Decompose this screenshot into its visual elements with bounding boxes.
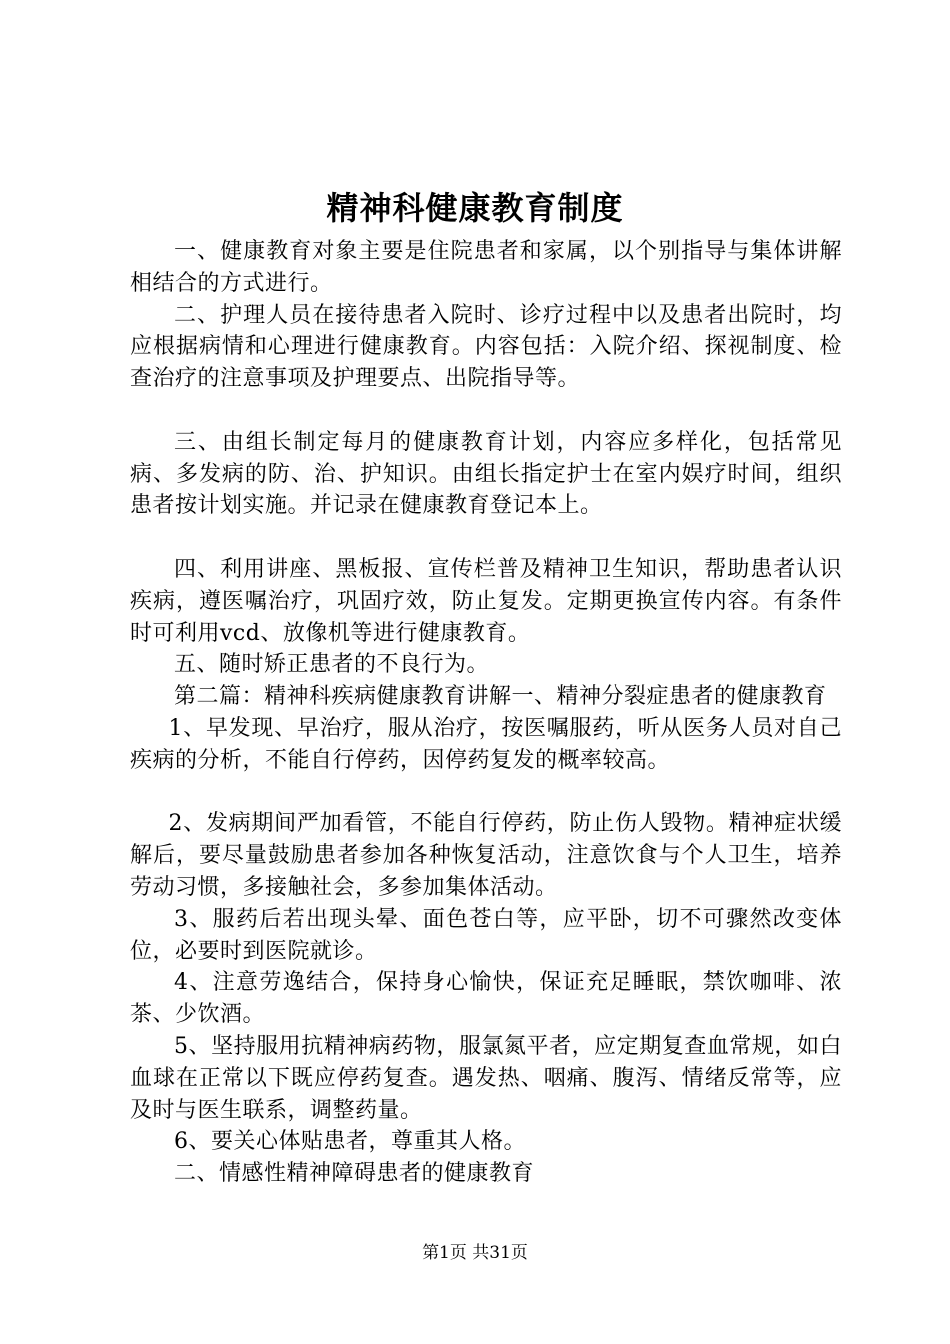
paragraph-12: 6、要关心体贴患者，尊重其人格。 [174, 1129, 526, 1155]
paragraph-13: 二、情感性精神障碍患者的健康教育 [174, 1161, 535, 1187]
paragraph-8: 2、发病期间严加看管，不能自行停药，防止伤人毁物。精神症状缓解后，要尽量鼓励患者参加各种恢复活动，注意饮食与个人卫生，培养劳动习惯，多接触社会，多参加集体活动。 [130, 811, 842, 900]
document-title: 精神科健康教育制度 [326, 189, 624, 227]
paragraph-6: 第二篇：精神科疾病健康教育讲解一、精神分裂症患者的健康教育 [174, 684, 827, 710]
paragraph-3: 三、由组长制定每月的健康教育计划，内容应多样化，包括常见病、多发病的防、治、护知识。由组长指定护士在室内娱疗时间，组织患者按计划实施。并记录在健康教育登记本上。 [130, 429, 842, 519]
document-body [130, 236, 842, 1190]
paragraph-4: 四、利用讲座、黑板报、宣传栏普及精神卫生知识，帮助患者认识疾病，遵医嘱治疗，巩固疗效，防止复发。定期更换宣传内容。有条件时可利用vcd、放像机等进行健康教育。 [130, 556, 842, 646]
page-footer: 第1页 共31页 [422, 1243, 528, 1263]
paragraph-7: 1、早发现、早治疗，服从治疗，按医嘱服药，听从医务人员对自己疾病的分析，不能自行停药，因停药复发的概率较高。 [130, 715, 842, 773]
paragraph-11: 5、坚持服用抗精神病药物，服氯氮平者，应定期复查血常规，如白血球在正常以下既应停药复查。遇发热、咽痛、腹泻、情绪反常等，应及时与医生联系，调整药量。 [130, 1033, 842, 1123]
paragraph-9: 3、服药后若出现头晕、面色苍白等，应平卧，切不可骤然改变体位，必要时到医院就诊。 [130, 906, 842, 964]
paragraph-1: 一、健康教育对象主要是住院患者和家属，以个别指导与集体讲解相结合的方式进行。 [130, 239, 842, 296]
paragraph-10: 4、注意劳逸结合，保持身心愉快，保证充足睡眠，禁饮咖啡、浓茶、少饮酒。 [130, 970, 842, 1028]
paragraph-2: 二、护理人员在接待患者入院时、诊疗过程中以及患者出院时，均应根据病情和心理进行健康教育。内容包括：入院介绍、探视制度、检查治疗的注意事项及护理要点、出院指导等。 [130, 302, 842, 392]
paragraph-5: 五、随时矫正患者的不良行为。 [174, 652, 490, 678]
